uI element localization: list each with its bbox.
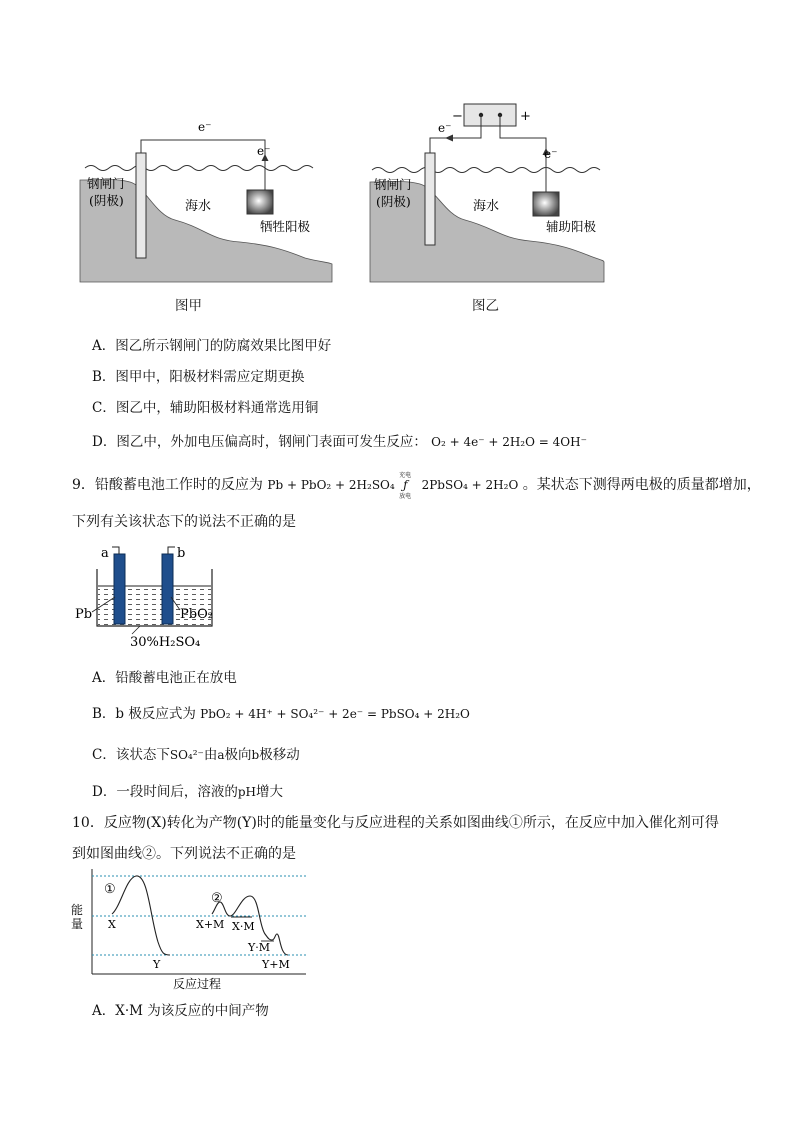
wire-positive: [500, 115, 546, 192]
q8-option-a: A．图乙所示钢闸门的防腐效果比图甲好: [92, 338, 332, 354]
seawater-surface: [85, 166, 313, 171]
q8-option-d-text: D．图乙中，外加电压偏高时，钢闸门表面可发生反应：: [92, 434, 427, 450]
gate-label-2: (阴极): [89, 193, 124, 208]
q8-option-c: C．图乙中，辅助阳极材料通常选用铜: [92, 400, 319, 416]
electrode-pbo2: [162, 554, 173, 624]
electron-label: e⁻: [438, 121, 452, 135]
label-y: Y: [153, 958, 161, 971]
q9-stem-line1: [72, 472, 761, 500]
figure-jia-diagram: [70, 110, 340, 290]
label-x-plus-m: X+M: [196, 918, 225, 931]
gate-label-1: 钢闸门: [87, 176, 125, 191]
plus-label: +: [520, 109, 531, 124]
electron-label-2: e⁻: [544, 147, 558, 161]
q9-option-c-b: b: [251, 748, 260, 762]
auxiliary-anode-block: [533, 192, 559, 216]
q9-option-c-ion: SO₄²⁻: [169, 748, 204, 762]
gate-label-2: (阴极): [376, 194, 411, 209]
y-axis-label-2: 量: [71, 917, 84, 931]
figure-yi-caption: 图乙: [472, 298, 499, 314]
pbo2-label: PbO₂: [180, 607, 213, 622]
q9-option-d-text: D．一段时间后，溶液的: [92, 784, 238, 800]
q9-option-d: [92, 780, 283, 800]
acid-label: 30%H₂SO₄: [130, 635, 201, 650]
q9-battery-figure: [72, 542, 232, 652]
label-y-plus-m: Y+M: [262, 958, 290, 971]
label-x-dot-m: X·M: [232, 920, 255, 933]
q9-option-c-suffix: 极移动: [259, 747, 300, 763]
arrow-top-label: 充电: [399, 472, 412, 479]
seawater-surface: [372, 168, 600, 173]
q8-option-d-equation: O₂ + 4e⁻ + 2H₂O = 4OH⁻: [431, 435, 587, 449]
steel-gate: [136, 153, 146, 258]
q9-option-c-a: a: [217, 748, 225, 762]
minus-label: −: [452, 109, 463, 124]
q9-option-c-mid: 由: [203, 747, 218, 763]
q9-option-d-suffix: 增大: [255, 784, 283, 800]
q10-option-a: A．X·M 为该反应的中间产物: [92, 1003, 269, 1019]
electron-arrow-left: [445, 135, 453, 142]
figure-yi-diagram: [360, 98, 620, 288]
q10-stem-line1: 10．反应物(X)转化为产物(Y)时的能量变化与反应进程的关系如图曲线①所示，在反应中加入催化剂可得: [72, 815, 719, 831]
q9-option-a: A．铅酸蓄电池正在放电: [92, 670, 237, 686]
electron-label-2: e⁻: [257, 144, 271, 158]
q9-stem-prefix: 9．铅酸蓄电池工作时的反应为: [72, 477, 263, 493]
q9-option-b-text: B．b 极反应式为: [92, 706, 196, 722]
equilibrium-arrow-icon: ƒ: [403, 478, 408, 492]
q9-option-b: [92, 702, 470, 722]
q9-stem-suffix: 。某状态下测得两电极的质量都增加，: [522, 477, 761, 493]
wire: [141, 140, 265, 190]
anode-label: 牺牲阳极: [260, 219, 311, 234]
curve-2-label: ②: [211, 891, 223, 906]
gate-label-1: 钢闸门: [374, 177, 412, 192]
label-x: X: [108, 918, 116, 931]
steel-gate: [425, 153, 435, 245]
q10-energy-diagram: [66, 866, 316, 991]
electron-label: e⁻: [198, 120, 212, 134]
q8-option-d: [92, 430, 587, 450]
q9-eq-left: Pb + PbO₂ + 2H₂SO₄: [267, 478, 395, 492]
electrode-b-label: b: [177, 546, 186, 561]
curve-1: [112, 876, 170, 955]
electrode-pb: [114, 554, 125, 624]
seawater-label: 海水: [185, 199, 212, 214]
arrow-bottom-label: 放电: [399, 493, 412, 500]
q9-option-b-equation: PbO₂ + 4H⁺ + SO₄²⁻ + 2e⁻ = PbSO₄ + 2H₂O: [200, 707, 470, 721]
q9-option-d-ph: pH: [237, 785, 256, 799]
figure-jia-caption: 图甲: [175, 298, 202, 314]
power-supply: [464, 104, 516, 126]
label-y-dot-m: Y·M: [248, 941, 271, 954]
seawater-label: 海水: [473, 199, 500, 214]
q9-option-c-mid2: 极向: [224, 747, 252, 763]
q9-option-c-text: C．该状态下: [92, 747, 170, 763]
electrode-a-label: a: [101, 546, 109, 561]
x-axis-label: 反应过程: [173, 977, 222, 991]
y-axis-label-1: 能: [71, 903, 84, 917]
q10-stem-line2: 到如图曲线②。下列说法不正确的是: [72, 846, 296, 862]
pb-label: Pb: [75, 607, 93, 622]
q9-stem-line2: 下列有关该状态下的说法不正确的是: [72, 514, 296, 530]
q8-option-b: B．图甲中，阳极材料需应定期更换: [92, 369, 305, 385]
q9-option-c: [92, 743, 300, 763]
anode-label: 辅助阳极: [546, 219, 597, 234]
curve-1-label: ①: [104, 882, 116, 897]
reaction-arrow: [399, 472, 417, 500]
q9-eq-right: 2PbSO₄ + 2H₂O: [421, 478, 519, 492]
sacrificial-anode-block: [247, 190, 273, 214]
